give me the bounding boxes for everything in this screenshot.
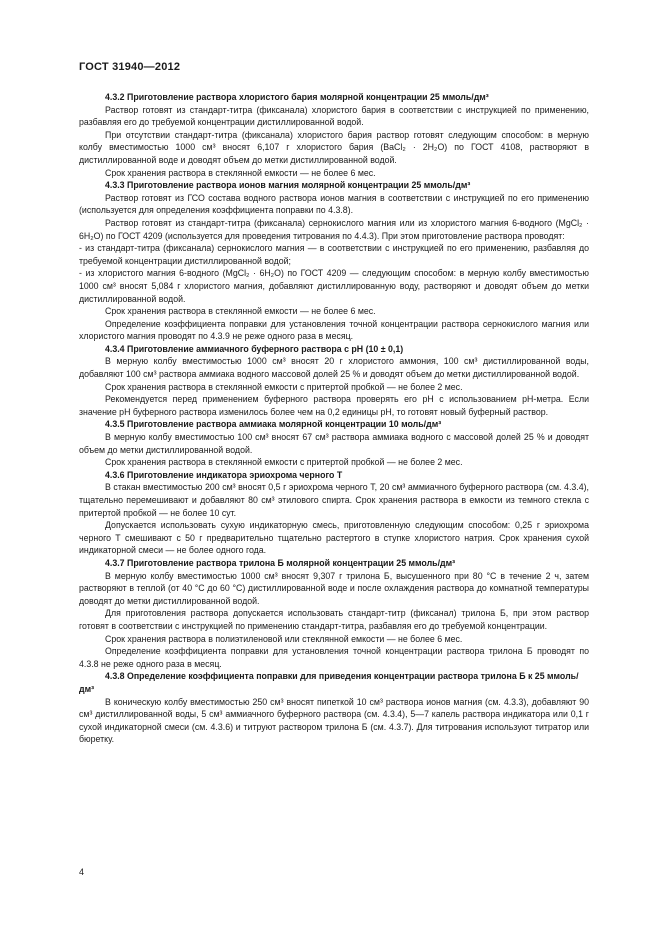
paragraph: В мерную колбу вместимостью 1000 см³ вносят 20 г хлористого аммония, 100 см³ дистиллированной воды, добавляют 100 см³ раствора аммиака водного массовой долей 25 % и доводят объем до метки дистиллированной водой.: [79, 356, 589, 380]
paragraph: Рекомендуется перед применением буферного раствора проверять его pH с использованием pH-метра. Если значение pH буферного раствора изменилось более чем на 0,2 единицы pH, то готовят новый буферный раствор.: [79, 394, 589, 417]
paragraph: Срок хранения раствора в стеклянной емкости — не более 6 мес.: [105, 167, 376, 178]
page-number: 4: [79, 867, 85, 877]
section-heading: 4.3.2 Приготовление раствора хлористого бария молярной концентрации 25 ммоль/дм³: [105, 92, 489, 102]
paragraph: Раствор готовят из стандарт-титра (фиксанала) сернокислого магния или из хлористого магния 6-водного (MgCl₂ · 6H₂O) по ГОСТ 4209 (используется для проведения титрования по 4.4.3). При этом приготовление раствора проводят:: [79, 217, 589, 241]
paragraph: Определение коэффициента поправки для установления точной концентрации раствора сернокислого магния или хлористого магния проводят по 4.3.9 не реже одного раза в месяц.: [79, 318, 589, 342]
section-heading: 4.3.8 Определение коэффициента поправки для приведения концентрации раствора трилона Б к 25 ммоль/дм³: [79, 671, 579, 694]
paragraph: Раствор готовят из стандарт-титра (фиксанала) хлористого бария в соответствии с инструкцией по применению, разбавляя его до требуемой концентрации дистиллированной водой.: [79, 104, 589, 128]
document-header: ГОСТ 31940—2012: [79, 61, 181, 73]
paragraph: В мерную колбу вместимостью 1000 см³ вносят 9,307 г трилона Б, высушенного при 80 °С в течение 2 ч, затем растворяют в теплой (от 40 °С до 60 °С) дистиллированной воде и после охлаждения раствора до комнатной температуры доводят до метки дистиллированной водой.: [79, 570, 589, 606]
paragraph: Допускается использовать сухую индикаторную смесь, приготовленную следующим способом: 0,25 г эриохрома черного Т смешивают с 50 г предварительно тщательно растертого в ступке хлористого натрия. Срок хранения сухой индикаторной смеси — не более одного года.: [79, 520, 589, 556]
paragraph: В мерную колбу вместимостью 100 см³ вносят 67 см³ раствора аммиака водного с массовой долей 25 % и доводят объем до метки дистиллированной водой.: [79, 432, 589, 455]
paragraph: Для приготовления раствора допускается использовать стандарт-титр (фиксанал) трилона Б, при этом раствор готовят в соответствии с инструкцией по применению стандарт-титра, разбавляя его до требуемой концентрации.: [79, 608, 589, 631]
paragraph: В коническую колбу вместимостью 250 см³ вносят пипеткой 10 см³ раствора ионов магния (см. 4.3.3), добавляют 90 см³ дистиллированной воды, 5 см³ аммиачного буферного раствора (см. 4.3.4), 5—7 капель раствора индикатора или 0,1 г сухой индикаторной смеси (см. 4.3.6) и титруют раствором трилона Б (см. 4.3.7). Для титрования используют титратор или бюретку.: [79, 696, 589, 745]
paragraph: Срок хранения раствора в стеклянной емкости с притертой пробкой — не более 2 мес.: [105, 381, 463, 392]
section-heading: 4.3.4 Приготовление аммиачного буферного раствора с pH (10 ± 0,1): [105, 343, 404, 354]
document-body: [79, 91, 589, 746]
paragraph: Определение коэффициента поправки для установления точной концентрации раствора трилона Б проводят по 4.3.8 не реже одного раза в месяц.: [79, 646, 589, 669]
paragraph: Срок хранения раствора в стеклянной емкости с притертой пробкой — не более 2 мес.: [105, 457, 463, 468]
section-heading: 4.3.7 Приготовление раствора трилона Б молярной концентрации 25 ммоль/дм³: [105, 557, 456, 568]
section-heading: 4.3.5 Приготовление раствора аммиака молярной концентрации 10 моль/дм³: [105, 419, 442, 430]
paragraph: Срок хранения раствора в полиэтиленовой или стеклянной емкости — не более 6 мес.: [105, 633, 463, 644]
list-item: - из стандарт-титра (фиксанала) сернокислого магния — в соответствии с инструкцией по его применению, разбавляя до требуемой концентрации дистиллированной водой;: [79, 243, 589, 266]
paragraph: Срок хранения раствора в стеклянной емкости — не более 6 мес.: [105, 306, 376, 317]
list-item: - из хлористого магния 6-водного (MgCl₂ · 6H₂O) по ГОСТ 4209 — следующим способом: в мерную колбу вместимостью 1000 см³ вносят 5,084 г хлористого магния, добавляют дистиллированную воду, растворяют и доводят объем до метки дистиллированной водой.: [79, 268, 589, 304]
paragraph: Раствор готовят из ГСО состава водного раствора ионов магния в соответствии с инструкцией по его применению (используется для определения коэффициента поправки по 4.3.8).: [79, 192, 589, 216]
section-heading: 4.3.6 Приготовление индикатора эриохрома черного Т: [105, 469, 343, 480]
paragraph: При отсутствии стандарт-титра (фиксанала) хлористого бария раствор готовят следующим способом: в мерную колбу вместимостью 1000 см³ вносят 6,107 г хлористого бария (BaCl₂ · 2H₂O) по ГОСТ 4108, растворяют в дистиллированной воде и доводят объем до метки дистиллированной водой.: [79, 129, 589, 165]
paragraph: В стакан вместимостью 200 см³ вносят 0,5 г эриохрома черного Т, 20 см³ аммиачного буферного раствора (см. 4.3.4), тщательно перемешивают и добавляют 80 см³ этилового спирта. Срок хранения раствора в емкости из темного стекла с притертой пробкой — не более 10 сут.: [79, 482, 589, 518]
section-heading: 4.3.3 Приготовление раствора ионов магния молярной концентрации 25 ммоль/дм³: [105, 180, 471, 191]
